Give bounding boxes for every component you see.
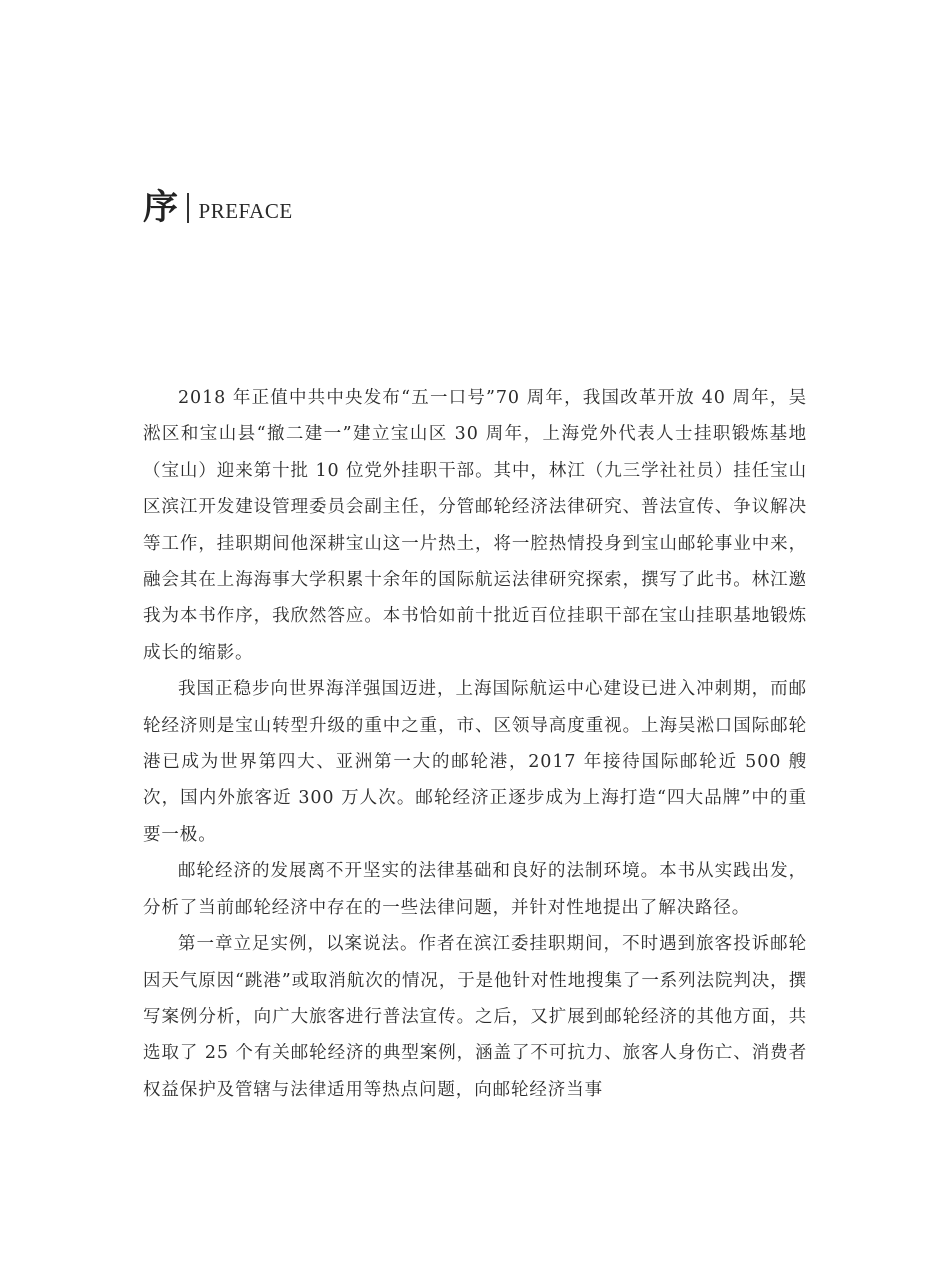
paragraph-1: 2018 年正值中共中央发布“五一口号”70 周年，我国改革开放 40 周年，吴淞区和宝山县“撤二建一”建立宝山区 30 周年，上海党外代表人士挂职锻炼基地（宝山）迎来第十批 10 位党外挂职干部。其中，林江（九三学社社员）挂任宝山区滨江开发建设管理委员会副主任，分管邮轮经济法律研究、普法宣传、争议解决等工作，挂职期间他深耕宝山这一片热土，将一腔热情投身到宝山邮轮事业中来，融会其在上海海事大学积累十余年的国际航运法律研究探索，撰写了此书。林江邀我为本书作序，我欣然答应。本书恰如前十批近百位挂职干部在宝山挂职基地锻炼成长的缩影。	[143, 388, 807, 663]
heading-divider	[187, 193, 189, 223]
preface-heading	[143, 186, 293, 230]
paragraph-3: 邮轮经济的发展离不开坚实的法律基础和良好的法制环境。本书从实践出发，分析了当前邮轮经济中存在的一些法律问题，并针对性地提出了解决路径。	[143, 861, 807, 918]
preface-body	[143, 380, 807, 1108]
heading-english-title: PREFACE	[198, 199, 293, 223]
heading-chinese-title: 序	[143, 187, 179, 228]
paragraph-2: 我国正稳步向世界海洋强国迈进，上海国际航运中心建设已进入冲刺期，而邮轮经济则是宝山转型升级的重中之重，市、区领导高度重视。上海吴淞口国际邮轮港已成为世界第四大、亚洲第一大的邮轮港，2017 年接待国际邮轮近 500 艘次，国内外旅客近 300 万人次。邮轮经济正逐步成为上海打造“四大品牌”中的重要一极。	[143, 679, 807, 845]
paragraph-4: 第一章立足实例，以案说法。作者在滨江委挂职期间，不时遇到旅客投诉邮轮因天气原因“跳港”或取消航次的情况，于是他针对性地搜集了一系列法院判决，撰写案例分析，向广大旅客进行普法宣传。之后，又扩展到邮轮经济的其他方面，共选取了 25 个有关邮轮经济的典型案例，涵盖了不可抗力、旅客人身伤亡、消费者权益保护及管辖与法律适用等热点问题，向邮轮经济当事	[143, 934, 807, 1100]
